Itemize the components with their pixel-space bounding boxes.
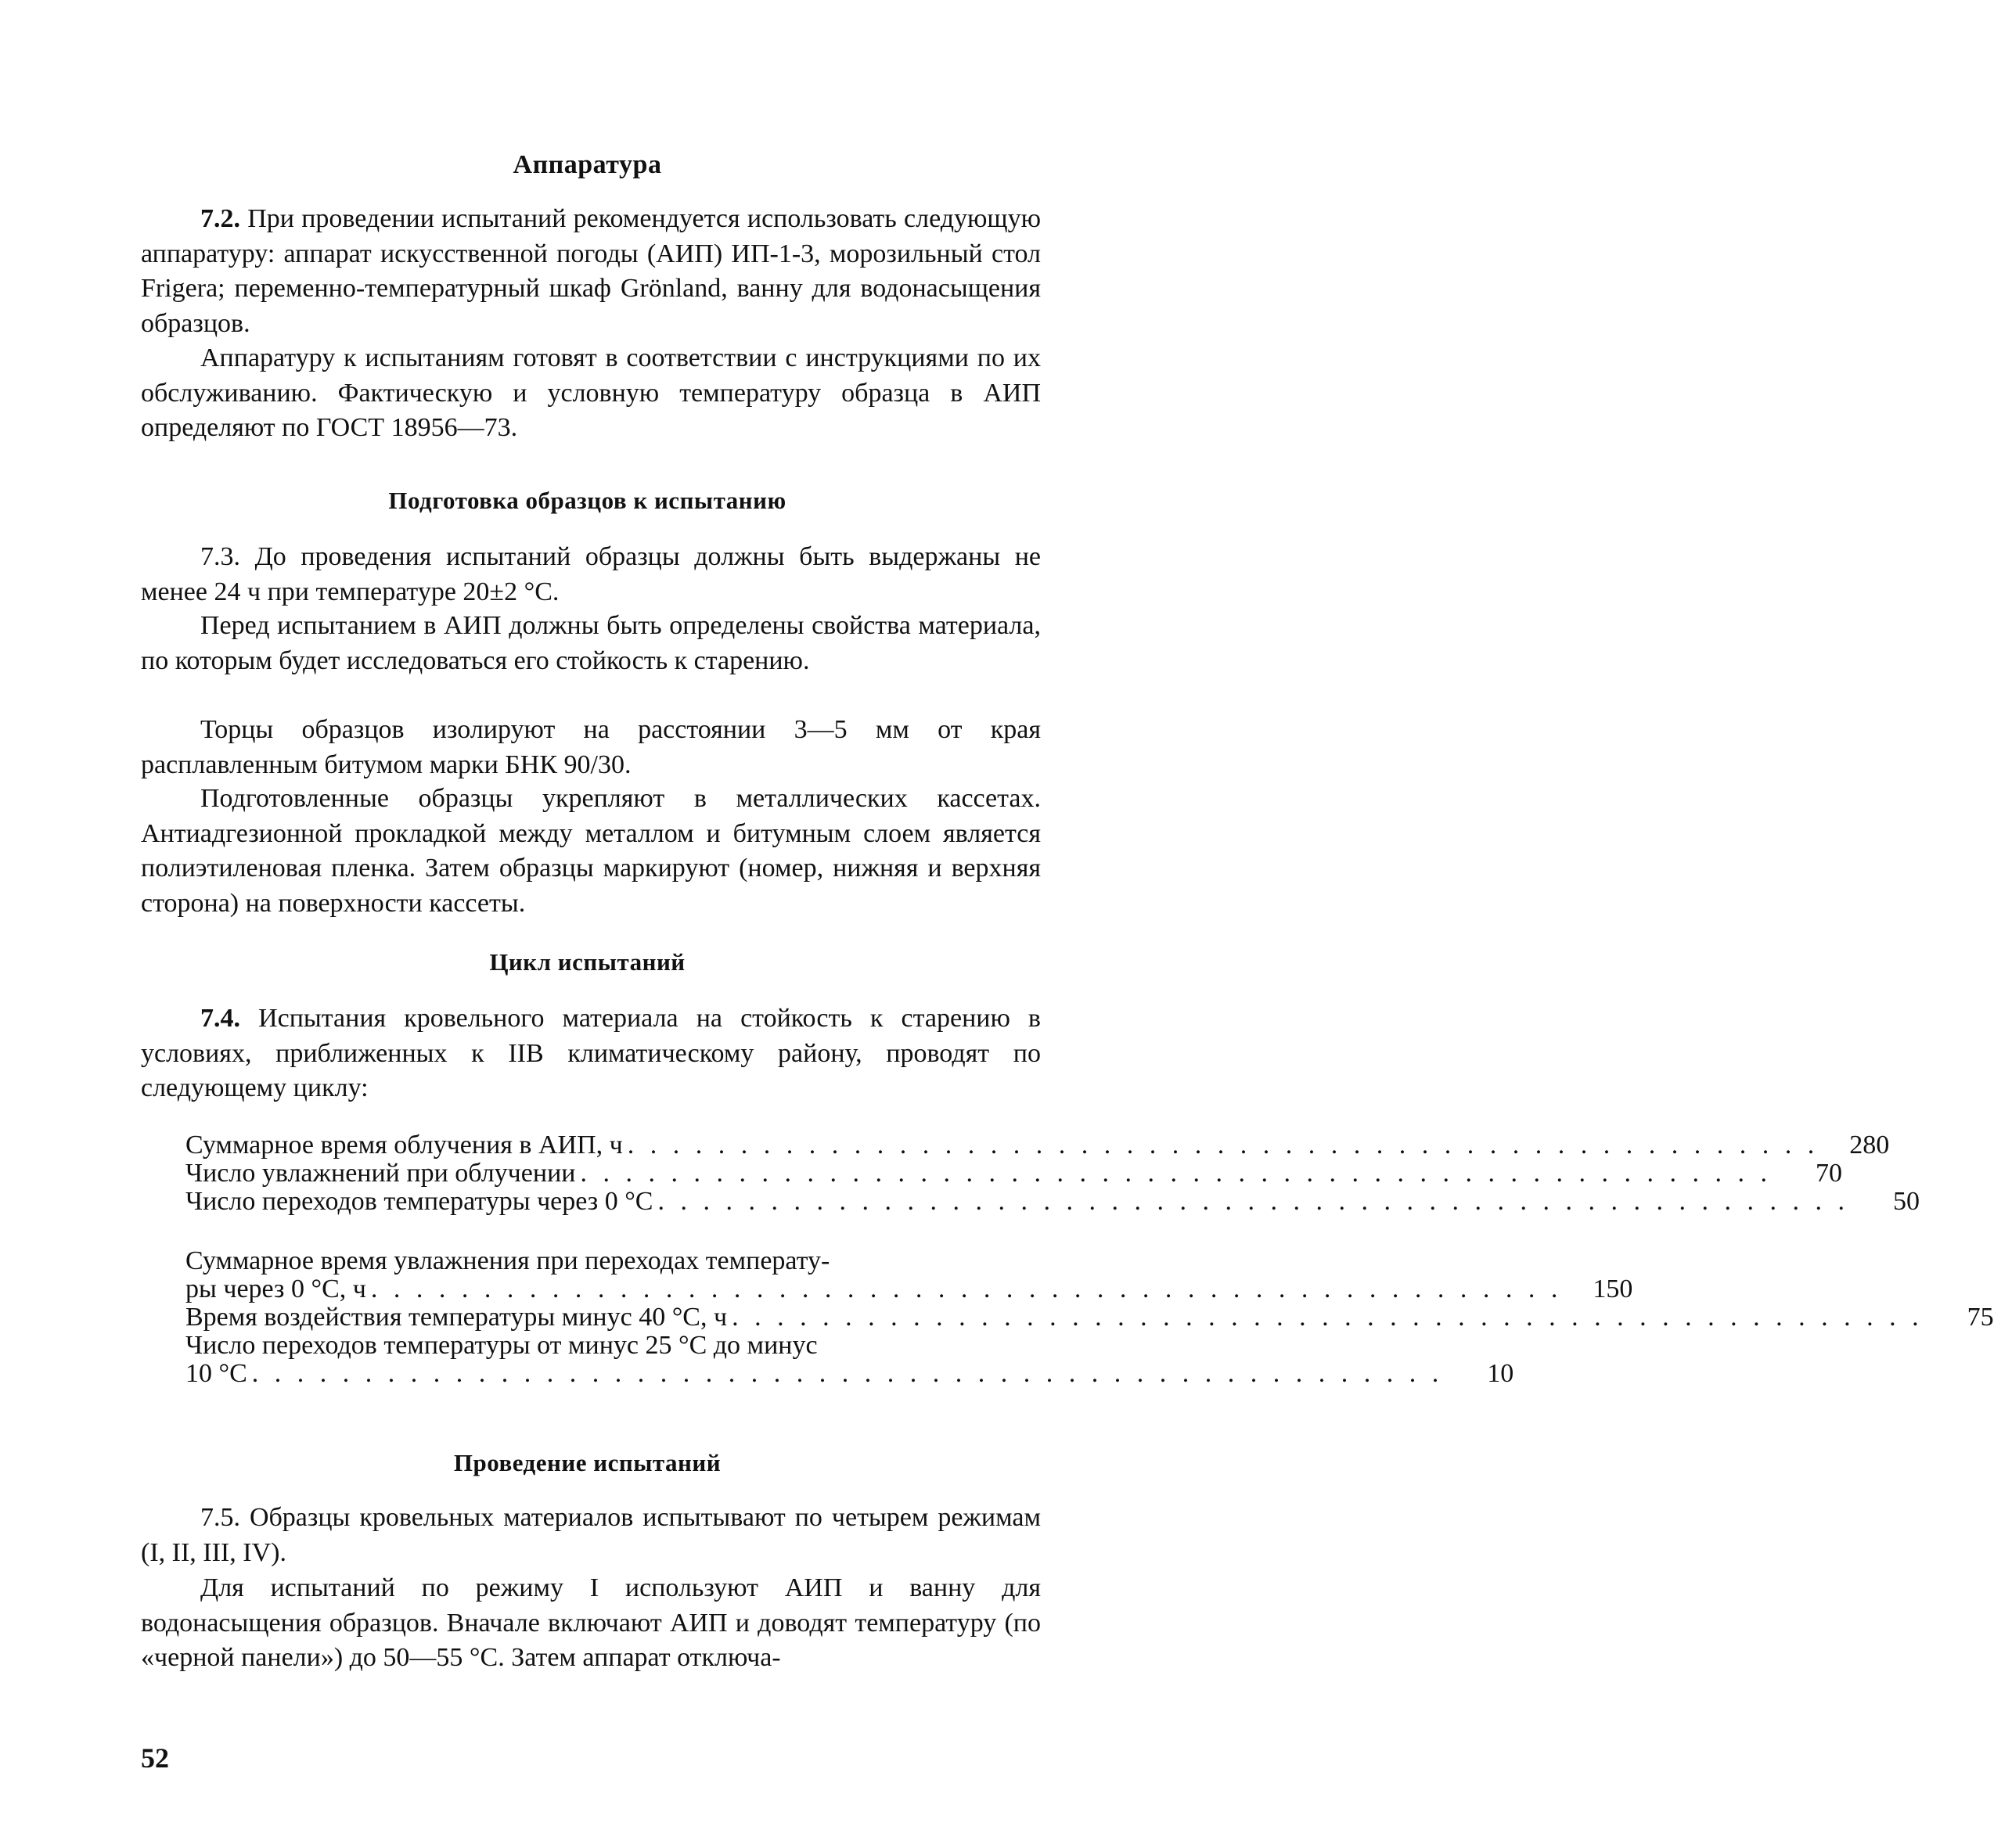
paragraph-cassettes: Подготовленные образцы укрепляют в металлических кассетах. Антиадгезионной прокладкой между металлом и битумным слоем является полиэтиленовая пленка. Затем образцы маркируют (номер, нижняя и верхняя сторона) на поверхности кассеты.: [141, 784, 1041, 918]
paragraph-7-3: [141, 540, 1041, 609]
paragraph-7-4: [141, 1001, 1041, 1106]
leader-dots: [653, 1188, 1849, 1216]
cycle-row-wrapped-first-line: [185, 1247, 1007, 1275]
cycle-row-label: Время воздействия температуры минус 40 °С, ч: [185, 1303, 728, 1332]
leader-dots: [366, 1275, 1563, 1303]
paragraph-7-2: [141, 202, 1041, 341]
paragraph-properties: Перед испытанием в АИП должны быть определены свойства материала, по которым будет исследоваться его стойкость к старению.: [141, 611, 1041, 675]
paragraph-edges: Торцы образцов изолируют на расстоянии 3—5 мм от края расплавленным битумом марки БНК 90/30.: [141, 715, 1041, 779]
cycle-row-value: 10: [1487, 1359, 1514, 1388]
cycle-row-label: Суммарное время увлажнения при переходах температу-: [185, 1246, 830, 1275]
clause-number: 7.2.: [200, 204, 240, 233]
cycle-row-label: Число переходов температуры от минус 25 °С до минус: [185, 1331, 818, 1360]
paragraph-text: Испытания кровельного материала на стойкость к старению в условиях, приближенных к IIВ климатическому району, проводят по следующему циклу:: [141, 1004, 1041, 1102]
cycle-row: [185, 1275, 1633, 1303]
section-heading-procedure: Проведение испытаний: [453, 1449, 722, 1476]
paragraph-text: Образцы кровельных материалов испытывают по четырем режимам (I, II, III, IV).: [141, 1503, 1041, 1567]
clause-number: 7.3.: [200, 542, 240, 571]
cycle-row-value: 150: [1593, 1275, 1633, 1303]
cycle-row: [185, 1159, 1842, 1188]
leader-dots: [623, 1131, 1819, 1159]
leader-dots: [247, 1360, 1444, 1388]
cycle-row-value: 280: [1849, 1131, 1890, 1159]
section-heading-preparation: Подготовка образцов к испытанию: [388, 487, 786, 514]
cycle-row-value: 75: [1967, 1303, 1994, 1332]
paragraph-7-5: [141, 1501, 1041, 1570]
paragraph-apparatus-prep: Аппаратуру к испытаниям готовят в соответствии с инструкциями по их обслуживанию. Фактическую и условную температуру образца в АИП определяют по ГОСТ 18956—73.: [141, 343, 1041, 442]
paragraph-mode-1: Для испытаний по режиму I используют АИП и ванну для водонасыщения образцов. Вначале включают АИП и доводят температуру (по «черной панели») до 50—55 °С. Затем аппарат отключа-: [141, 1573, 1041, 1672]
page-number: 52: [141, 1742, 169, 1774]
section-heading-cycle: Цикл испытаний: [489, 948, 686, 976]
cycle-row: [185, 1359, 1514, 1388]
clause-number: 7.4.: [200, 1004, 240, 1033]
leader-dots: [575, 1159, 1772, 1188]
cycle-row-label: Суммарное время облучения в АИП, ч: [185, 1131, 623, 1159]
cycle-row: [185, 1131, 1890, 1159]
cycle-row-value: 50: [1892, 1187, 1920, 1216]
leader-dots: [727, 1303, 1924, 1332]
cycle-row-label: ры через 0 °С, ч: [185, 1275, 366, 1303]
cycle-row-label: 10 °С: [185, 1359, 247, 1388]
paragraph-text: При проведении испытаний рекомендуется использовать следующую аппаратуру: аппарат искусственной погоды (АИП) ИП-1-3, морозильный стол Frigera; переменно-температурный шкаф Grönland, ванну для водонасыщения образцов.: [141, 204, 1042, 338]
clause-number: 7.5.: [200, 1503, 240, 1532]
cycle-row-label: Число переходов температуры через 0 °С: [185, 1187, 653, 1216]
cycle-table-group-2: [185, 1246, 1994, 1388]
cycle-row: [185, 1187, 1920, 1216]
cycle-table-group-1: [185, 1131, 1920, 1216]
cycle-row-label: Число увлажнений при облучении: [185, 1159, 576, 1188]
cycle-row-value: 70: [1815, 1159, 1842, 1188]
section-heading-apparatus: Аппаратура: [513, 150, 662, 179]
cycle-row-wrapped-first-line: [185, 1332, 1007, 1360]
cycle-row: [185, 1303, 1994, 1332]
paragraph-text: До проведения испытаний образцы должны быть выдержаны не менее 24 ч при температуре 20±2 °С.: [141, 542, 1041, 606]
